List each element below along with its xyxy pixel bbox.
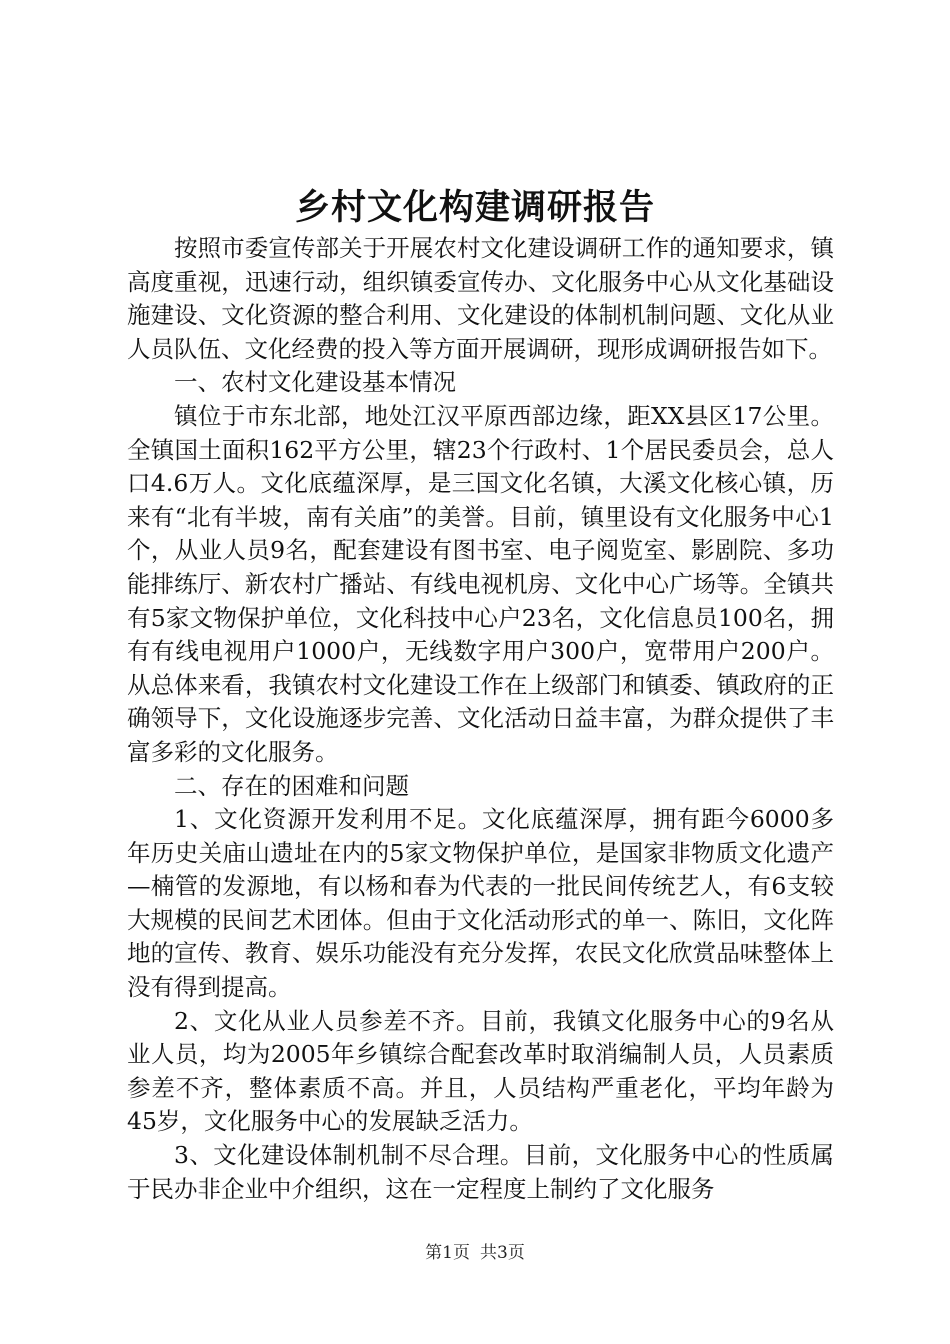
page-total: 共3页 [480,1243,525,1263]
page-footer [0,1241,950,1265]
section-heading-2: 二、存在的困难和问题 [174,771,409,800]
page-number: 第1页 [425,1243,470,1263]
problem-paragraph-1: 1、文化资源开发利用不足。文化底蕴深厚，拥有距今6000多年历史关庙山遗址在内的5家文物保护单位，是国家非物质文化遗产—楠管的发源地，有以杨和春为代表的一批民间传统艺人，有6支较大规模的民间艺术团体。但由于文化活动形式的单一、陈旧，文化阵地的宣传、教育、娱乐功能没有充分发挥，农民文化欣赏品味整体上没有得到提高。 [127,805,834,1002]
section-heading-1: 一、农村文化建设基本情况 [174,368,456,397]
problem-paragraph-2: 2、文化从业人员参差不齐。目前，我镇文化服务中心的9名从业人员，均为2005年乡镇综合配套改革时取消编制人员，人员素质参差不齐，整体素质不高。并且，人员结构严重老化，平均年龄为45岁，文化服务中心的发展缺乏活力。 [127,1006,834,1136]
basic-situation-paragraph: 镇位于市东北部，地处江汉平原西部边缘，距XX县区17公里。全镇国土面积162平方公里，辖23个行政村、1个居民委员会，总人口4.6万人。文化底蕴深厚，是三国文化名镇，大溪文化核心镇，历来有“北有半坡，南有关庙”的美誉。目前，镇里设有文化服务中心1个，从业人员9名，配套建设有图书室、电子阅览室、影剧院、多功能排练厅、新农村广播站、有线电视机房、文化中心广场等。全镇共有5家文物保护单位，文化科技中心户23名，文化信息员100名，拥有有线电视用户1000户，无线数字用户300户，宽带用户200户。从总体来看，我镇农村文化建设工作在上级部门和镇委、镇政府的正确领导下，文化设施逐步完善、文化活动日益丰富，为群众提供了丰富多彩的文化服务。 [127,401,834,766]
problem-paragraph-3: 3、文化建设体制机制不尽合理。目前，文化服务中心的性质属于民办非企业中介组织，这在一定程度上制约了文化服务 [127,1141,834,1203]
intro-paragraph: 按照市委宣传部关于开展农村文化建设调研工作的通知要求，镇高度重视，迅速行动，组织镇委宣传办、文化服务中心从文化基础设施建设、文化资源的整合利用、文化建设的体制机制问题、文化从业人员队伍、文化经费的投入等方面开展调研，现形成调研报告如下。 [127,234,834,363]
document-title: 乡村文化构建调研报告 [294,188,655,228]
document-body [127,232,834,1206]
